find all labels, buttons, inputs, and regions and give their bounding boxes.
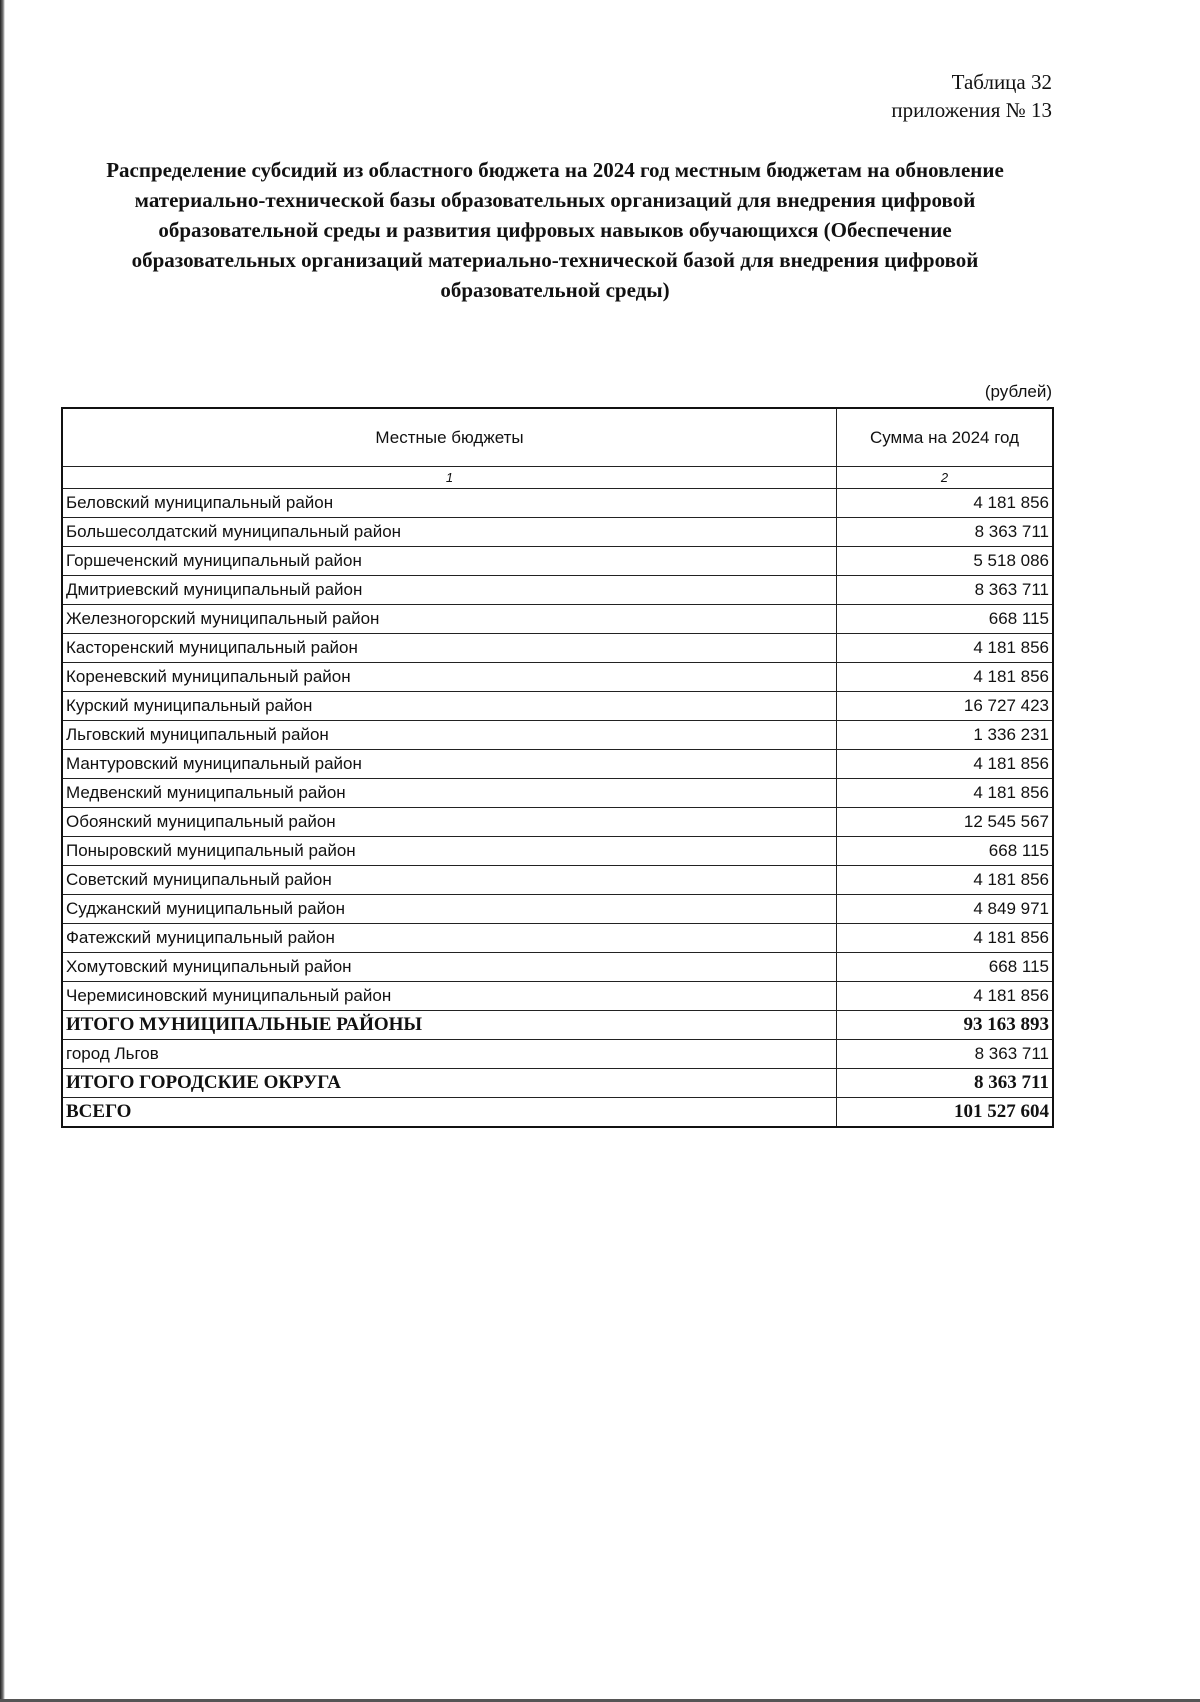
table-row: [62, 837, 1053, 866]
amount-cell: 5 518 086: [837, 547, 1054, 576]
table-row: [62, 605, 1053, 634]
budget-name-cell: ИТОГО МУНИЦИПАЛЬНЫЕ РАЙОНЫ: [62, 1011, 837, 1040]
table-row: [62, 1040, 1053, 1069]
table-header-row: [62, 408, 1053, 467]
subsidy-table: [61, 407, 1054, 1128]
budget-name-cell: Советский муниципальный район: [62, 866, 837, 895]
units-label: (рублей): [984, 382, 1052, 401]
budget-name-cell: Горшеченский муниципальный район: [62, 547, 837, 576]
column-number-2: 2: [837, 467, 1054, 489]
amount-cell: 668 115: [837, 953, 1054, 982]
table-row: [62, 489, 1053, 518]
amount-cell: 93 163 893: [837, 1011, 1054, 1040]
column-header-budgets: Местные бюджеты: [62, 408, 837, 467]
budget-name-cell: Дмитриевский муниципальный район: [62, 576, 837, 605]
amount-cell: 4 181 856: [837, 489, 1054, 518]
amount-cell: 4 181 856: [837, 634, 1054, 663]
amount-cell: 668 115: [837, 837, 1054, 866]
amount-cell: 4 181 856: [837, 982, 1054, 1011]
column-number-row: [62, 467, 1053, 489]
table-row: [62, 953, 1053, 982]
table-row: [62, 982, 1053, 1011]
table-row: [62, 576, 1053, 605]
table-row: [62, 721, 1053, 750]
budget-name-cell: Железногорский муниципальный район: [62, 605, 837, 634]
column-header-amount: Сумма на 2024 год: [837, 408, 1054, 467]
table-total-row: [62, 1011, 1053, 1040]
budget-name-cell: Льговский муниципальный район: [62, 721, 837, 750]
column-number-1: 1: [62, 467, 837, 489]
table-row: [62, 924, 1053, 953]
table-row: [62, 518, 1053, 547]
amount-cell: 16 727 423: [837, 692, 1054, 721]
amount-cell: 4 181 856: [837, 750, 1054, 779]
amount-cell: 668 115: [837, 605, 1054, 634]
table-row: [62, 692, 1053, 721]
amount-cell: 12 545 567: [837, 808, 1054, 837]
budget-name-cell: ИТОГО ГОРОДСКИЕ ОКРУГА: [62, 1069, 837, 1098]
amount-cell: 8 363 711: [837, 1040, 1054, 1069]
budget-name-cell: Курский муниципальный район: [62, 692, 837, 721]
table-row: [62, 750, 1053, 779]
amount-cell: 101 527 604: [837, 1098, 1054, 1128]
table-row: [62, 808, 1053, 837]
table-reference: Таблица 32: [951, 70, 1052, 94]
amount-cell: 4 181 856: [837, 779, 1054, 808]
budget-name-cell: город Льгов: [62, 1040, 837, 1069]
header-reference: [891, 68, 1052, 124]
budget-name-cell: Хомутовский муниципальный район: [62, 953, 837, 982]
scan-edge-left: [0, 0, 5, 1702]
table-total-row: [62, 1098, 1053, 1128]
amount-cell: 4 181 856: [837, 663, 1054, 692]
table-row: [62, 895, 1053, 924]
budget-name-cell: Поныровский муниципальный район: [62, 837, 837, 866]
amount-cell: 1 336 231: [837, 721, 1054, 750]
table-row: [62, 779, 1053, 808]
budget-name-cell: ВСЕГО: [62, 1098, 837, 1128]
budget-name-cell: Беловский муниципальный район: [62, 489, 837, 518]
budget-name-cell: Касторенский муниципальный район: [62, 634, 837, 663]
budget-name-cell: Большесолдатский муниципальный район: [62, 518, 837, 547]
budget-name-cell: Кореневский муниципальный район: [62, 663, 837, 692]
amount-cell: 4 849 971: [837, 895, 1054, 924]
budget-name-cell: Черемисиновский муниципальный район: [62, 982, 837, 1011]
budget-name-cell: Суджанский муниципальный район: [62, 895, 837, 924]
appendix-reference: приложения № 13: [891, 98, 1052, 122]
table-row: [62, 663, 1053, 692]
amount-cell: 8 363 711: [837, 576, 1054, 605]
table-row: [62, 634, 1053, 663]
table-row: [62, 547, 1053, 576]
budget-name-cell: Фатежский муниципальный район: [62, 924, 837, 953]
budget-name-cell: Обоянский муниципальный район: [62, 808, 837, 837]
amount-cell: 4 181 856: [837, 866, 1054, 895]
amount-cell: 8 363 711: [837, 1069, 1054, 1098]
table-body: [62, 489, 1053, 1128]
table-row: [62, 866, 1053, 895]
budget-name-cell: Медвенский муниципальный район: [62, 779, 837, 808]
amount-cell: 4 181 856: [837, 924, 1054, 953]
amount-cell: 8 363 711: [837, 518, 1054, 547]
table-total-row: [62, 1069, 1053, 1098]
budget-name-cell: Мантуровский муниципальный район: [62, 750, 837, 779]
document-title: Распределение субсидий из областного бюджета на 2024 год местным бюджетам на обновление материально-технической базы образовательных организаций для внедрения цифровой образовательной среды и развития цифровых навыков обучающихся (Обеспечение образовательных организаций материально-технической базой для внедрения цифровой образовательной среды): [106, 158, 1004, 302]
